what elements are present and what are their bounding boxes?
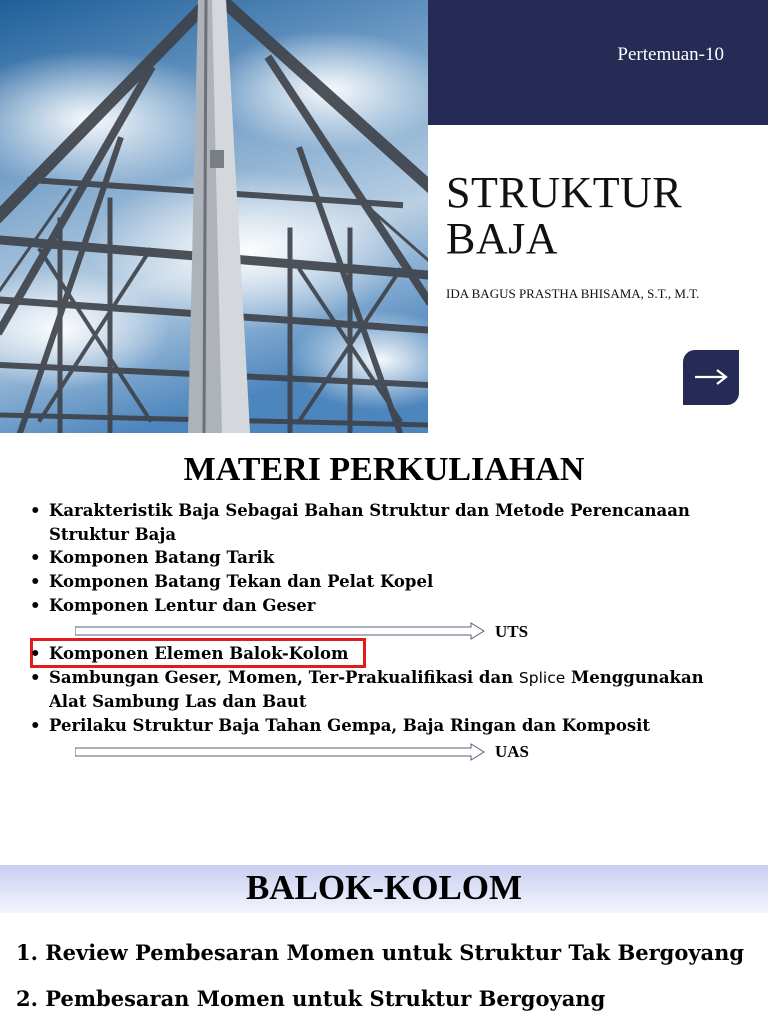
list-item-text: Sambungan Geser, Momen, Ter-Prakualifikasi dan [49,668,519,687]
bullet: • [30,548,41,567]
uas-arrow-icon [75,743,485,761]
course-title-line2: BAJA [446,214,559,263]
bullet: • [30,644,41,663]
numbered-item: 2. Pembesaran Momen untuk Struktur Bergoyang [16,986,606,1011]
list-item-emphasis: Splice [518,669,566,687]
list-item-text: Menggunakan [565,668,704,687]
bullet: • [30,501,41,520]
slide-title: BALOK-KOLOM [245,868,523,907]
title-slide [0,0,768,433]
list-item-text: Komponen Batang Tarik [49,548,275,567]
steel-structure-photo [0,0,428,433]
numbered-item: 1. Review Pembesaran Momen untuk Struktur Tak Bergoyang [16,940,745,965]
bullet: • [30,716,41,735]
bullet: • [30,572,41,591]
course-title-line1: STRUKTUR [446,168,683,217]
next-slide-button[interactable] [683,350,739,405]
list-item-text: Perilaku Struktur Baja Tahan Gempa, Baja Ringan dan Komposit [49,716,651,735]
course-material-slide [0,433,768,865]
list-item-text: Komponen Lentur dan Geser [49,596,316,615]
slide-title: MATERI PERKULIAHAN [183,451,585,488]
bullet: • [30,596,41,615]
list-item-text: Karakteristik Baja Sebagai Bahan Struktur dan Metode Perencanaan [49,501,690,520]
uts-marker: UTS [495,622,529,641]
course-title [446,170,746,262]
bullet: • [30,668,41,687]
meeting-label: Pertemuan-10 [617,44,724,65]
list-item-text: Komponen Elemen Balok-Kolom [49,644,349,663]
list-item-text: Komponen Batang Tekan dan Pelat Kopel [49,572,434,591]
author-name: IDA BAGUS PRASTHA BHISAMA, S.T., M.T. [446,286,700,301]
uas-marker: UAS [495,742,530,761]
list-item-text: Alat Sambung Las dan Baut [49,692,307,711]
beam-column-slide [0,865,768,1024]
list-item-text: Struktur Baja [49,525,177,544]
arrow-right-icon [694,368,728,386]
